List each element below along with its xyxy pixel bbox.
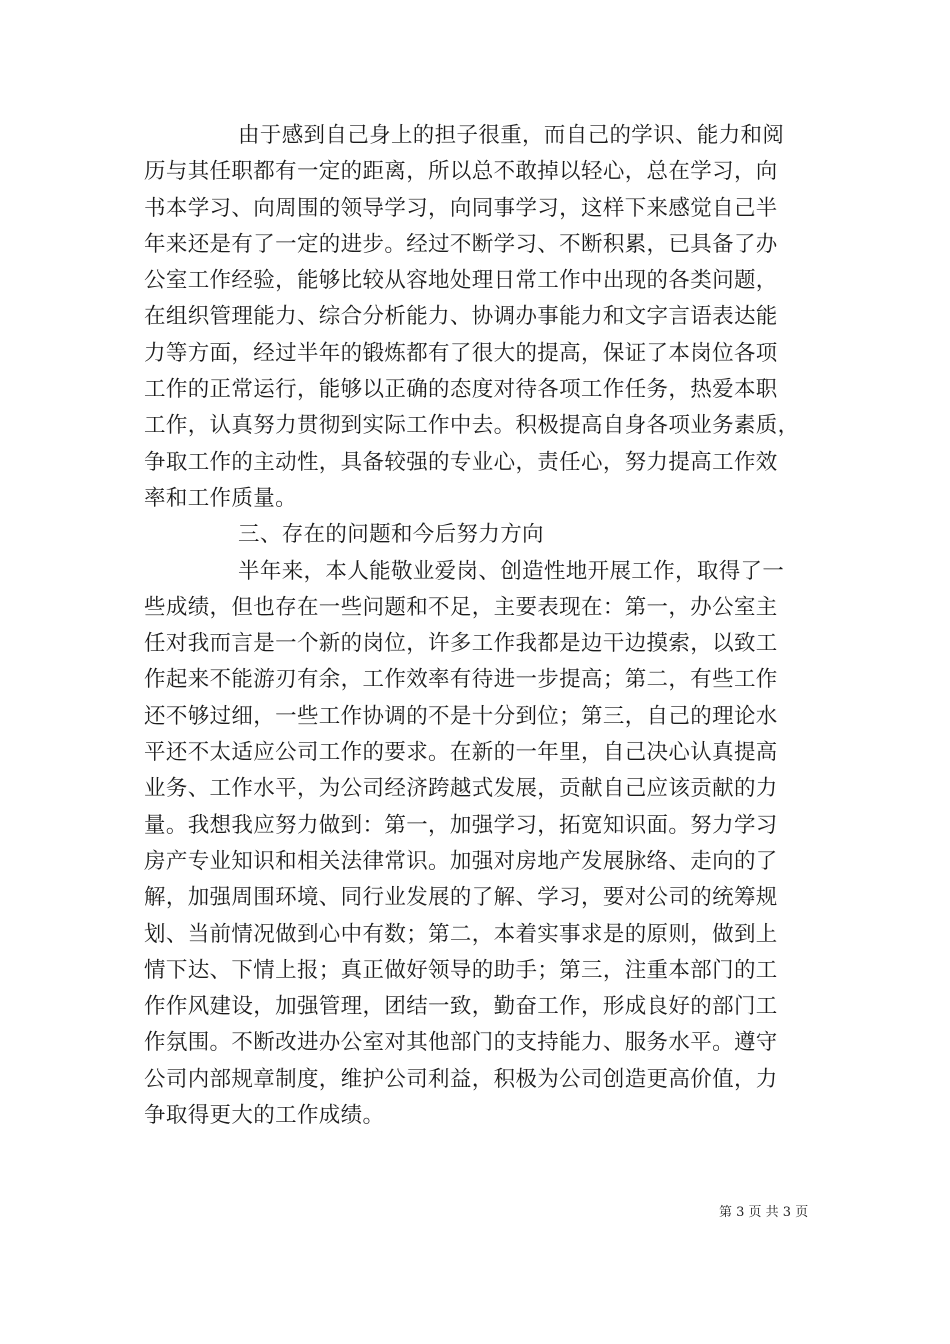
text-line: 由于感到自己身上的担子很重，而自己的学识、能力和阅 xyxy=(238,123,785,148)
text-line: 作氛围。不断改进办公室对其他部门的支持能力、服务水平。遵守 xyxy=(144,1030,778,1056)
text-line: 划、当前情况做到心中有数；第二，本着实事求是的原则，做到上 xyxy=(144,921,778,947)
text-line: 些成绩，但也存在一些问题和不足，主要表现在：第一，办公室主 xyxy=(144,594,778,620)
text-line: 年来还是有了一定的进步。经过不断学习、不断积累，已具备了办 xyxy=(144,231,778,257)
text-line: 公室工作经验，能够比较从容地处理日常工作中出现的各类问题， xyxy=(144,268,778,294)
paragraph-self-improvement xyxy=(144,118,806,517)
page-number-footer: 第 3 页 共 3 页 xyxy=(719,1205,809,1220)
text-line: 书本学习、向周围的领导学习，向同事学习，这样下来感觉自己半 xyxy=(144,195,778,221)
document-body xyxy=(144,118,806,1134)
text-line: 还不够过细，一些工作协调的不是十分到位；第三，自己的理论水 xyxy=(144,703,778,729)
section-heading: 三、存在的问题和今后努力方向 xyxy=(238,522,544,548)
text-line: 作作风建设，加强管理，团结一致，勤奋工作，形成良好的部门工 xyxy=(144,994,778,1020)
text-line: 平还不太适应公司工作的要求。在新的一年里，自己决心认真提高 xyxy=(144,740,778,766)
text-line: 工作，认真努力贯彻到实际工作中去。积极提高自身各项业务素质， xyxy=(144,413,800,439)
text-line: 争取得更大的工作成绩。 xyxy=(144,1103,385,1129)
text-line: 业务、工作水平，为公司经济跨越式发展，贡献自己应该贡献的力 xyxy=(144,776,778,802)
text-line: 力等方面，经过半年的锻炼都有了很大的提高，保证了本岗位各项 xyxy=(144,340,778,366)
text-line: 率和工作质量。 xyxy=(144,485,297,511)
text-line: 任对我而言是一个新的岗位，许多工作我都是边干边摸索，以致工 xyxy=(144,631,778,657)
text-line: 工作的正常运行，能够以正确的态度对待各项工作任务，热爱本职 xyxy=(144,377,778,403)
text-line: 争取工作的主动性，具备较强的专业心，责任心，努力提高工作效 xyxy=(144,449,778,475)
text-line: 作起来不能游刃有余，工作效率有待进一步提高；第二，有些工作 xyxy=(144,667,778,693)
text-line: 历与其任职都有一定的距离，所以总不敢掉以轻心，总在学习，向 xyxy=(144,159,778,185)
text-line: 量。我想我应努力做到：第一，加强学习，拓宽知识面。努力学习 xyxy=(144,812,778,838)
paragraph-problems-and-direction xyxy=(144,554,806,1135)
text-line: 公司内部规章制度，维护公司利益，积极为公司创造更高价值，力 xyxy=(144,1066,778,1092)
text-line: 在组织管理能力、综合分析能力、协调办事能力和文字言语表达能 xyxy=(144,304,778,330)
text-line: 情下达、下情上报；真正做好领导的助手；第三，注重本部门的工 xyxy=(144,957,778,983)
text-line: 房产专业知识和相关法律常识。加强对房地产发展脉络、走向的了 xyxy=(144,848,778,874)
text-line: 解，加强周围环境、同行业发展的了解、学习，要对公司的统筹规 xyxy=(144,885,778,911)
text-line: 半年来，本人能敬业爱岗、创造性地开展工作，取得了一 xyxy=(238,558,785,584)
